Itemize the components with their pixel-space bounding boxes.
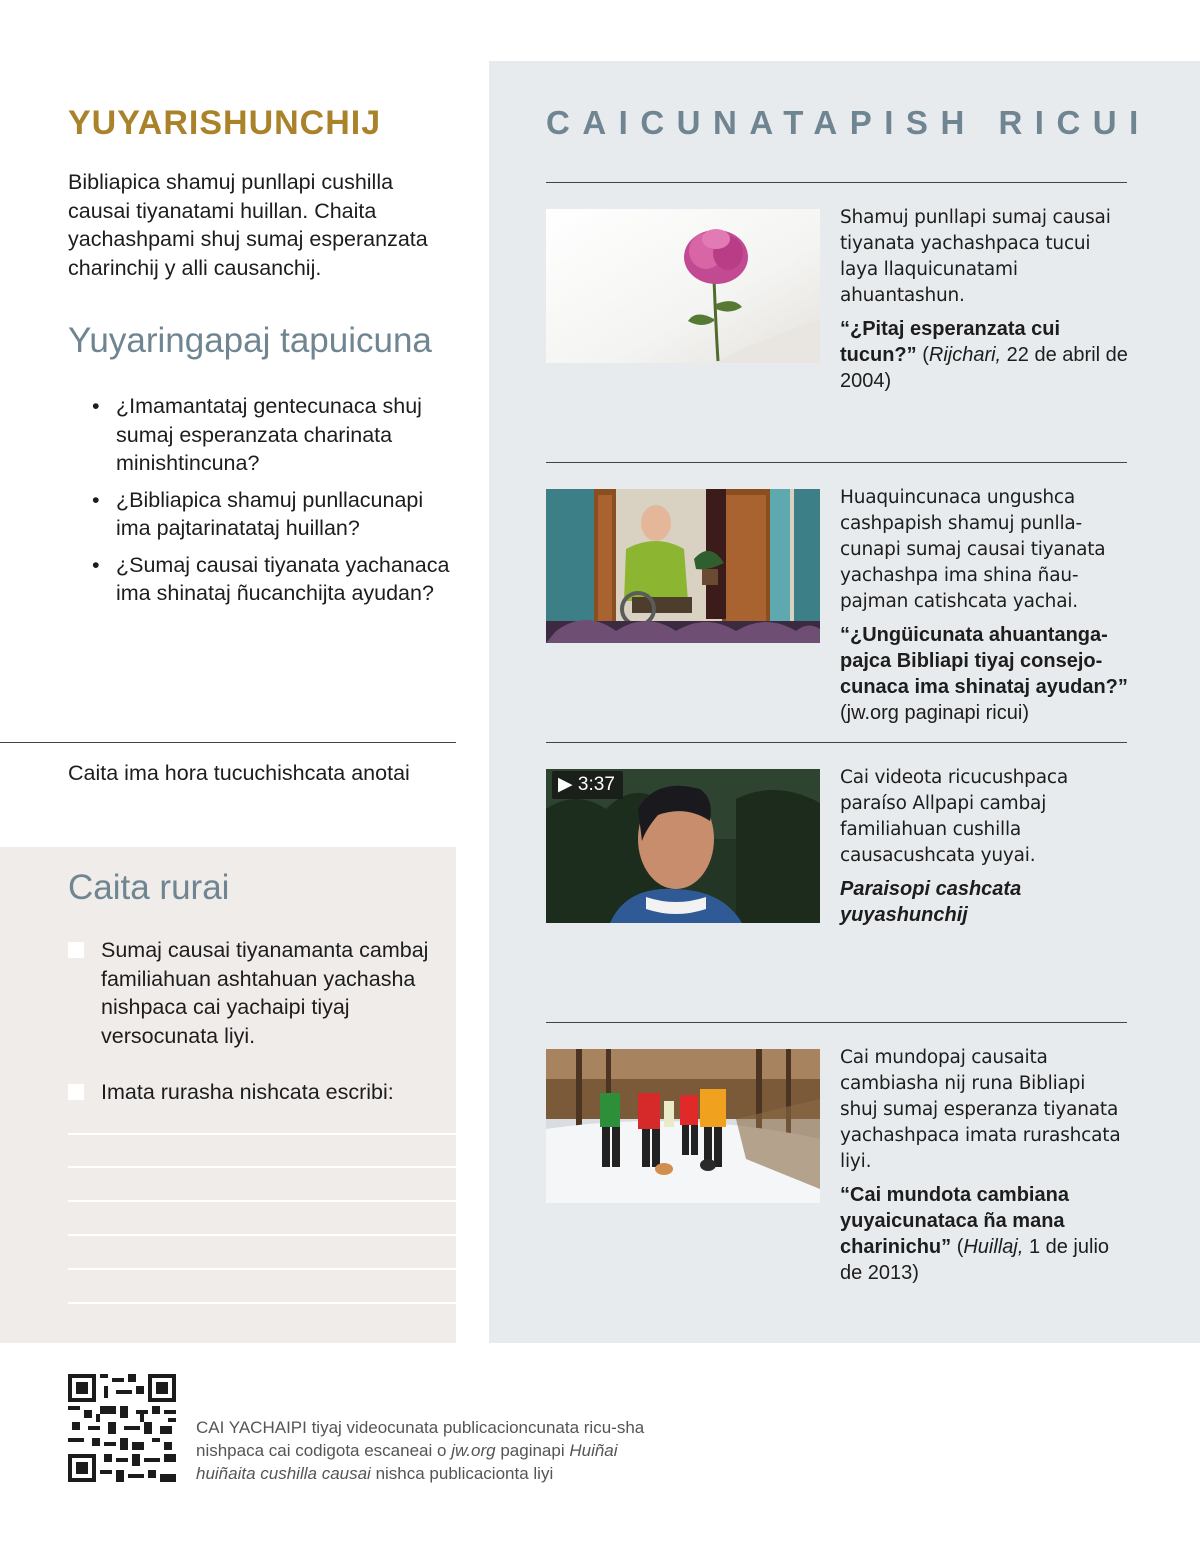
next-visit-text: Caita ima hora tucuchishcata anotai xyxy=(68,761,410,785)
reference-magazine: Huillaj, xyxy=(963,1236,1024,1258)
summary-text: Bibliapica shamuj punllapi cushilla causai tiyanatami huillan. Chaita yachashpami shuj sumaj esperanzata charinchij y alli causanchij. xyxy=(68,170,428,280)
entry-reference[interactable] xyxy=(840,316,1130,394)
video-duration: 3:37 xyxy=(577,774,615,795)
footer-text-part: tiyaj videocunata publicacioncunata ricu-sha nishpaca cai codigota escaneai o xyxy=(196,1418,645,1460)
entry-reference[interactable] xyxy=(840,876,1130,928)
reference-paren: ( xyxy=(916,344,929,366)
question-text: ¿Bibliapica shamuj punllacunapi ima pajtarinatataj huillan? xyxy=(116,487,424,540)
reference-paren: ( xyxy=(951,1236,964,1258)
writing-line[interactable] xyxy=(68,1234,456,1236)
try-item-text: Imata rurasha nishcata escribi: xyxy=(101,1080,394,1104)
footer-text xyxy=(196,1416,676,1485)
divider xyxy=(546,462,1127,463)
man-in-wheelchair-image[interactable] xyxy=(546,489,820,643)
explore-title: CAICUNATAPISH RICUI xyxy=(546,104,1151,141)
bullet-icon: • xyxy=(92,394,100,418)
bullet-icon: • xyxy=(92,552,100,577)
footer-text-part: nishca publicacionta liyi xyxy=(370,1464,554,1483)
qr-code-icon[interactable] xyxy=(68,1374,176,1482)
writing-line[interactable] xyxy=(68,1302,456,1304)
footer-publication: Huiñai huiñaita cushilla causai xyxy=(196,1441,618,1483)
question-text: ¿Imamantataj gentecunaca shuj sumaj esperanzata charinata minishtincuna? xyxy=(116,394,422,475)
question-item xyxy=(92,486,452,543)
footer-site-link[interactable]: jw.org xyxy=(451,1441,496,1460)
reference-date: 22 de abril de 2004) xyxy=(840,344,1128,392)
writing-line[interactable] xyxy=(68,1133,456,1135)
divider xyxy=(546,1022,1127,1023)
family-walking-snow-image[interactable] xyxy=(546,1049,820,1203)
entry-description: Cai videota ricucushpaca paraíso Allpapi cambaj familiahuan cushilla causacushcata yuyai. xyxy=(840,767,1068,866)
footer-text-part: paginapi xyxy=(495,1441,570,1460)
video-title: Paraisopi cashcata yuyashunchij xyxy=(840,878,1022,926)
checkbox[interactable] xyxy=(68,1084,84,1100)
question-item xyxy=(92,392,452,478)
question-item xyxy=(92,551,452,608)
footer-bold: CAI YACHAIPI xyxy=(196,1418,307,1437)
divider xyxy=(546,182,1127,183)
try-item-text: Sumaj causai tiyanamanta cambaj familiahuan ashtahuan yachasha nishpaca cai yachaipi tiyaj versocunata liyi. xyxy=(101,938,429,1048)
entry-description: Huaquincunaca ungushca cashpapish shamuj punlla-cunapi sumaj causai tiyanata yachashpa ima shina ñau-pajman catishcata yachai. xyxy=(840,487,1106,612)
checkbox[interactable] xyxy=(68,942,84,958)
video-thumbnail[interactable] xyxy=(546,769,820,923)
reference-magazine: Rijchari, xyxy=(928,344,1002,366)
try-this-title: Caita rurai xyxy=(68,868,230,907)
reference-title: “Cai mundota cambiana yuyaicunataca ña mana charinichu” xyxy=(840,1184,1069,1258)
reference-date: 1 de julio de 2013) xyxy=(840,1236,1110,1284)
reference-title: “¿Ungüicunata ahuantanga-pajca Bibliapi tiyaj consejo-cunaca ima shinataj ayudan?” xyxy=(840,624,1128,698)
entry-description: Shamuj punllapi sumaj causai tiyanata yachashpaca tucui laya llaquicunatami ahuantashun. xyxy=(840,207,1111,306)
questions-list xyxy=(92,392,452,616)
writing-line[interactable] xyxy=(68,1268,456,1270)
question-text: ¿Sumaj causai tiyanata yachanaca ima shinataj ñucanchijta ayudan? xyxy=(116,552,450,605)
video-duration-badge xyxy=(552,771,623,799)
divider xyxy=(0,742,456,743)
play-icon: ▶ xyxy=(558,774,573,795)
writing-line[interactable] xyxy=(68,1200,456,1202)
entry-reference[interactable] xyxy=(840,1182,1130,1286)
writing-line[interactable] xyxy=(68,1166,456,1168)
bullet-icon: • xyxy=(92,487,100,512)
questions-title: Yuyaringapaj tapuicuna xyxy=(68,321,432,360)
flower-image[interactable] xyxy=(546,209,820,363)
reference-title: “¿Pitaj esperanzata cui tucun?” xyxy=(840,318,1061,366)
reference-source: (jw.org paginapi ricui) xyxy=(840,702,1029,724)
entry-description: Cai mundopaj causaita cambiasha nij runa Bibliapi shuj sumaj esperanza tiyanata yachashpaca imata rurashcata liyi. xyxy=(840,1047,1121,1172)
summary-title: YUYARISHUNCHIJ xyxy=(68,104,382,142)
divider xyxy=(546,742,1127,743)
entry-reference[interactable] xyxy=(840,622,1130,726)
